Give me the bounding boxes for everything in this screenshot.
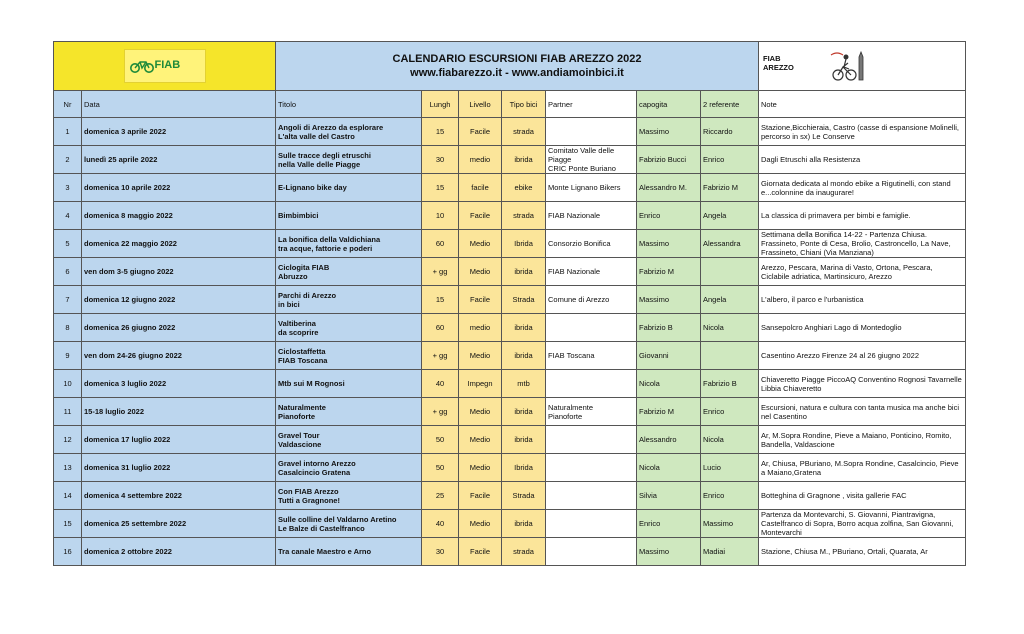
row-leader: Massimo xyxy=(637,230,701,258)
row-notes: Escursioni, natura e cultura con tanta musica ma anche bici nel Casentino xyxy=(759,398,966,426)
row-date: domenica 10 aprile 2022 xyxy=(82,174,276,202)
row-referent: Angela xyxy=(701,286,759,314)
table-row xyxy=(54,342,966,370)
row-number: 9 xyxy=(54,342,82,370)
table-row xyxy=(54,118,966,146)
website-links[interactable]: www.fiabarezzo.it - www.andiamoinbici.it xyxy=(410,67,624,79)
fiab-logo xyxy=(124,49,206,83)
row-leader: Fabrizio B xyxy=(637,314,701,342)
row-referent: Nicola xyxy=(701,314,759,342)
table-row xyxy=(54,454,966,482)
row-title: Gravel intorno Arezzo Casalcincio Gratena xyxy=(276,454,422,482)
row-level: Medio xyxy=(459,510,502,538)
row-length: 40 xyxy=(422,370,459,398)
row-referent: Lucio xyxy=(701,454,759,482)
col-header: Partner xyxy=(546,91,637,118)
row-date: ven dom 24-26 giugno 2022 xyxy=(82,342,276,370)
row-level: Facile xyxy=(459,118,502,146)
row-length: 15 xyxy=(422,174,459,202)
row-partner: Monte Lignano Bikers xyxy=(546,174,637,202)
row-partner: Naturalmente Pianoforte xyxy=(546,398,637,426)
row-level: Medio xyxy=(459,230,502,258)
row-bike-type: ebike xyxy=(502,174,546,202)
row-level: Facile xyxy=(459,286,502,314)
row-bike-type: ibrida xyxy=(502,258,546,286)
row-number: 12 xyxy=(54,426,82,454)
row-length: 25 xyxy=(422,482,459,510)
fiab-arezzo-cell xyxy=(759,42,966,91)
row-title: Gravel Tour Valdascione xyxy=(276,426,422,454)
row-number: 6 xyxy=(54,258,82,286)
row-title: Ciclogita FIAB Abruzzo xyxy=(276,258,422,286)
row-date: domenica 22 maggio 2022 xyxy=(82,230,276,258)
row-title: Naturalmente Pianoforte xyxy=(276,398,422,426)
row-number: 15 xyxy=(54,510,82,538)
row-referent xyxy=(701,342,759,370)
row-length: 60 xyxy=(422,314,459,342)
row-partner: Comitato Valle delle Piagge CRIC Ponte Buriano xyxy=(546,146,637,174)
row-partner xyxy=(546,370,637,398)
row-level: Facile xyxy=(459,202,502,230)
row-number: 4 xyxy=(54,202,82,230)
row-bike-type: strada xyxy=(502,202,546,230)
logo-cell xyxy=(54,42,276,91)
row-level: Impegn xyxy=(459,370,502,398)
row-notes: L'albero, il parco e l'urbanistica xyxy=(759,286,966,314)
table-row xyxy=(54,202,966,230)
table-row xyxy=(54,482,966,510)
row-notes: Stazione,Bicchieraia, Castro (casse di espansione Molinelli, percorso in sx) Le Conserve xyxy=(759,118,966,146)
row-bike-type: mtb xyxy=(502,370,546,398)
calendar-sheet xyxy=(53,41,966,566)
col-header: Lungh xyxy=(422,91,459,118)
row-number: 7 xyxy=(54,286,82,314)
row-length: + gg xyxy=(422,342,459,370)
row-notes: Arezzo, Pescara, Marina di Vasto, Ortona, Pescara, Ciclabile adriatica, Martinsicuro, Arezzo xyxy=(759,258,966,286)
cyclist-tower-icon xyxy=(829,49,869,83)
row-length: 15 xyxy=(422,286,459,314)
row-number: 3 xyxy=(54,174,82,202)
row-date: domenica 25 settembre 2022 xyxy=(82,510,276,538)
row-level: facile xyxy=(459,174,502,202)
row-number: 16 xyxy=(54,538,82,566)
row-bike-type: ibrida xyxy=(502,342,546,370)
row-partner xyxy=(546,314,637,342)
row-length: + gg xyxy=(422,398,459,426)
col-header: Note xyxy=(759,91,966,118)
fiab-arezzo-label: FIAB AREZZO xyxy=(763,54,794,72)
row-partner xyxy=(546,510,637,538)
row-notes: Casentino Arezzo Firenze 24 al 26 giugno 2022 xyxy=(759,342,966,370)
row-bike-type: Ibrida xyxy=(502,230,546,258)
row-leader: Enrico xyxy=(637,510,701,538)
row-notes: Stazione, Chiusa M., PBuriano, Ortali, Quarata, Ar xyxy=(759,538,966,566)
row-partner: Comune di Arezzo xyxy=(546,286,637,314)
table-row xyxy=(54,426,966,454)
row-notes: Botteghina di Gragnone , visita gallerie FAC xyxy=(759,482,966,510)
row-leader: Fabrizio Bucci xyxy=(637,146,701,174)
row-number: 14 xyxy=(54,482,82,510)
row-title: Con FIAB Arezzo Tutti a Gragnone! xyxy=(276,482,422,510)
row-level: Medio xyxy=(459,398,502,426)
row-title: La bonifica della Valdichiana tra acque, fattorie e poderi xyxy=(276,230,422,258)
row-date: domenica 26 giugno 2022 xyxy=(82,314,276,342)
column-header-row xyxy=(54,91,966,118)
col-header: capogita xyxy=(637,91,701,118)
row-length: 50 xyxy=(422,454,459,482)
row-partner: Consorzio Bonifica xyxy=(546,230,637,258)
row-leader: Nicola xyxy=(637,370,701,398)
page-title: CALENDARIO ESCURSIONI FIAB AREZZO 2022 xyxy=(392,52,642,65)
row-bike-type: ibrida xyxy=(502,510,546,538)
logo-text: FIAB xyxy=(154,59,181,71)
row-notes: Ar, M.Sopra Rondine, Pieve a Maiano, Ponticino, Romito, Bandella, Valdascione xyxy=(759,426,966,454)
row-leader: Giovanni xyxy=(637,342,701,370)
row-referent: Enrico xyxy=(701,398,759,426)
row-number: 10 xyxy=(54,370,82,398)
row-leader: Fabrizio M xyxy=(637,258,701,286)
row-referent: Nicola xyxy=(701,426,759,454)
row-date: domenica 3 luglio 2022 xyxy=(82,370,276,398)
col-header: Livello xyxy=(459,91,502,118)
row-date: domenica 3 aprile 2022 xyxy=(82,118,276,146)
row-number: 11 xyxy=(54,398,82,426)
bicycle-icon xyxy=(129,59,155,73)
table-row xyxy=(54,314,966,342)
row-level: Medio xyxy=(459,342,502,370)
row-referent: Riccardo xyxy=(701,118,759,146)
calendar-table xyxy=(53,41,966,566)
row-partner xyxy=(546,426,637,454)
row-bike-type: ibrida xyxy=(502,426,546,454)
row-referent: Fabrizio M xyxy=(701,174,759,202)
row-date: ven dom 3-5 giugno 2022 xyxy=(82,258,276,286)
row-leader: Enrico xyxy=(637,202,701,230)
row-partner: FIAB Toscana xyxy=(546,342,637,370)
row-notes: Giornata dedicata al mondo ebike a Rigutinelli, con stand e...colonnine da inaugurare! xyxy=(759,174,966,202)
row-length: 10 xyxy=(422,202,459,230)
row-number: 1 xyxy=(54,118,82,146)
row-title: Sulle tracce degli etruschi nella Valle delle Piagge xyxy=(276,146,422,174)
row-level: Medio xyxy=(459,426,502,454)
row-title: Angoli di Arezzo da esplorare L'alta valle del Castro xyxy=(276,118,422,146)
row-title: Ciclostaffetta FIAB Toscana xyxy=(276,342,422,370)
row-leader: Alessandro xyxy=(637,426,701,454)
col-header: Titolo xyxy=(276,91,422,118)
row-referent xyxy=(701,258,759,286)
table-row xyxy=(54,510,966,538)
title-cell xyxy=(276,42,759,91)
row-referent: Madiai xyxy=(701,538,759,566)
table-row xyxy=(54,230,966,258)
row-referent: Fabrizio B xyxy=(701,370,759,398)
row-date: domenica 8 maggio 2022 xyxy=(82,202,276,230)
row-bike-type: ibrida xyxy=(502,398,546,426)
row-number: 8 xyxy=(54,314,82,342)
row-referent: Enrico xyxy=(701,146,759,174)
row-level: medio xyxy=(459,146,502,174)
row-number: 5 xyxy=(54,230,82,258)
row-partner: FIAB Nazionale xyxy=(546,202,637,230)
row-bike-type: strada xyxy=(502,118,546,146)
row-leader: Silvia xyxy=(637,482,701,510)
row-partner xyxy=(546,482,637,510)
row-leader: Alessandro M. xyxy=(637,174,701,202)
row-date: domenica 2 ottobre 2022 xyxy=(82,538,276,566)
row-notes: Partenza da Montevarchi, S. Giovanni, Piantravigna, Castelfranco di Sopra, Borro acqua zolfina, San Giovanni, Montevarchi xyxy=(759,510,966,538)
row-title: E-Lignano bike day xyxy=(276,174,422,202)
row-level: Medio xyxy=(459,454,502,482)
row-date: domenica 17 luglio 2022 xyxy=(82,426,276,454)
row-number: 2 xyxy=(54,146,82,174)
row-partner xyxy=(546,118,637,146)
row-partner xyxy=(546,538,637,566)
row-level: Medio xyxy=(459,258,502,286)
row-bike-type: ibrida xyxy=(502,314,546,342)
row-length: 40 xyxy=(422,510,459,538)
row-length: 50 xyxy=(422,426,459,454)
row-leader: Fabrizio M xyxy=(637,398,701,426)
row-level: medio xyxy=(459,314,502,342)
table-row xyxy=(54,146,966,174)
row-notes: Ar, Chiusa, PBuriano, M.Sopra Rondine, Casalcincio, Pieve a Maiano,Gratena xyxy=(759,454,966,482)
row-length: 30 xyxy=(422,538,459,566)
row-referent: Enrico xyxy=(701,482,759,510)
row-title: Sulle colline del Valdarno Aretino Le Balze di Castelfranco xyxy=(276,510,422,538)
row-notes: Dagli Etruschi alla Resistenza xyxy=(759,146,966,174)
row-title: Mtb sui M Rognosi xyxy=(276,370,422,398)
row-length: 60 xyxy=(422,230,459,258)
row-title: Valtiberina da scoprire xyxy=(276,314,422,342)
row-date: domenica 31 luglio 2022 xyxy=(82,454,276,482)
table-row xyxy=(54,286,966,314)
row-partner: FIAB Nazionale xyxy=(546,258,637,286)
row-length: + gg xyxy=(422,258,459,286)
row-leader: Massimo xyxy=(637,538,701,566)
col-header: 2 referente xyxy=(701,91,759,118)
row-bike-type: ibrida xyxy=(502,146,546,174)
col-header: Data xyxy=(82,91,276,118)
row-title: Bimbimbici xyxy=(276,202,422,230)
row-title: Parchi di Arezzo in bici xyxy=(276,286,422,314)
row-partner xyxy=(546,454,637,482)
row-notes: La classica di primavera per bimbi e famiglie. xyxy=(759,202,966,230)
row-length: 15 xyxy=(422,118,459,146)
row-leader: Massimo xyxy=(637,118,701,146)
row-number: 13 xyxy=(54,454,82,482)
col-header: Nr xyxy=(54,91,82,118)
header-row xyxy=(54,42,966,91)
table-row xyxy=(54,174,966,202)
row-notes: Settimana della Bonifica 14-22 - Partenza Chiusa. Frassineto, Ponte di Cesa, Brolio, Castroncello, La Nave, Frassineto, Chiani (Via Manziana) xyxy=(759,230,966,258)
row-length: 30 xyxy=(422,146,459,174)
row-referent: Angela xyxy=(701,202,759,230)
row-notes: Sansepolcro Anghiari Lago di Montedoglio xyxy=(759,314,966,342)
row-referent: Alessandra xyxy=(701,230,759,258)
row-notes: Chiaveretto Piagge PiccoAQ Conventino Rognosi Tavarnelle Libbia Chiaveretto xyxy=(759,370,966,398)
row-level: Facile xyxy=(459,538,502,566)
row-date: domenica 4 settembre 2022 xyxy=(82,482,276,510)
table-row xyxy=(54,398,966,426)
row-bike-type: Ibrida xyxy=(502,454,546,482)
row-bike-type: Strada xyxy=(502,482,546,510)
table-row xyxy=(54,538,966,566)
table-row xyxy=(54,370,966,398)
row-level: Facile xyxy=(459,482,502,510)
row-leader: Nicola xyxy=(637,454,701,482)
row-date: domenica 12 giugno 2022 xyxy=(82,286,276,314)
row-bike-type: strada xyxy=(502,538,546,566)
row-referent: Massimo xyxy=(701,510,759,538)
row-date: 15-18 luglio 2022 xyxy=(82,398,276,426)
col-header: Tipo bici xyxy=(502,91,546,118)
row-date: lunedì 25 aprile 2022 xyxy=(82,146,276,174)
row-leader: Massimo xyxy=(637,286,701,314)
table-row xyxy=(54,258,966,286)
row-bike-type: Strada xyxy=(502,286,546,314)
row-title: Tra canale Maestro e Arno xyxy=(276,538,422,566)
